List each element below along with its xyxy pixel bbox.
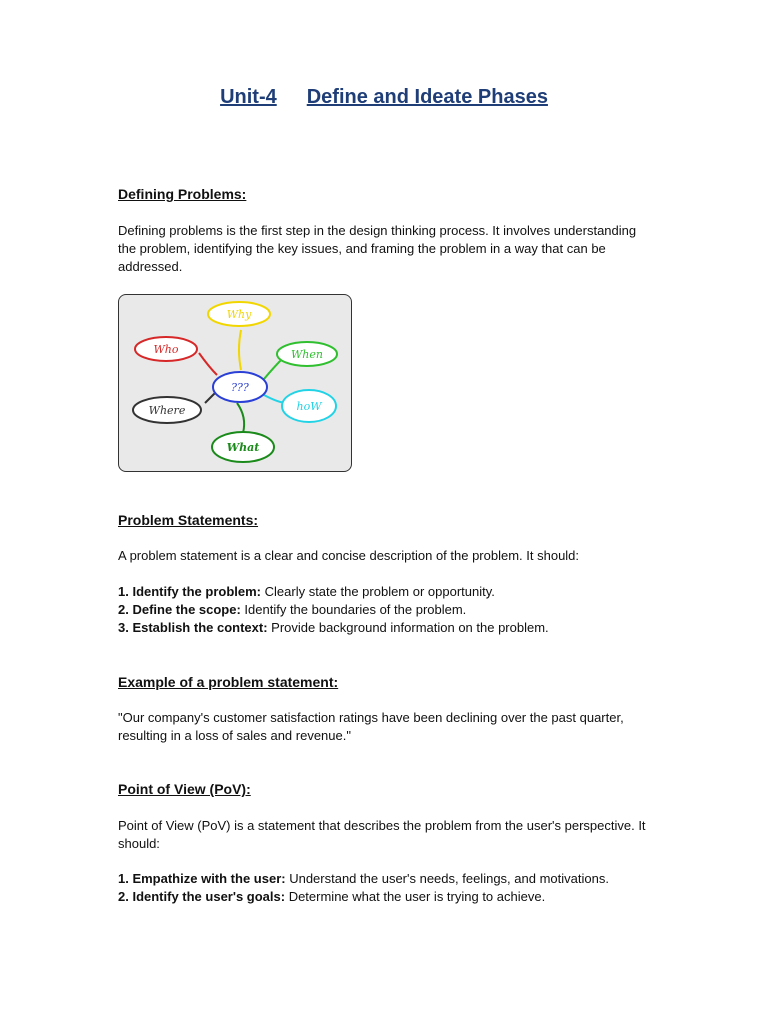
pov-paragraph bbox=[118, 817, 658, 853]
statement-item-1 bbox=[118, 583, 495, 601]
defining-paragraph bbox=[118, 222, 658, 276]
diagram-svg bbox=[119, 295, 353, 473]
where-label: Where bbox=[148, 404, 186, 417]
item-text: Provide background information on the problem. bbox=[267, 620, 549, 635]
pov-item-2 bbox=[118, 888, 545, 906]
when-label: When bbox=[291, 348, 323, 361]
example-line-2: resulting in a loss of sales and revenue." bbox=[118, 728, 351, 743]
connector-why bbox=[239, 330, 241, 370]
statement-item-2 bbox=[118, 601, 466, 619]
item-text: Understand the user's needs, feelings, and motivations. bbox=[285, 871, 609, 886]
unit-number: Unit-4 bbox=[220, 86, 277, 108]
connector-where bbox=[205, 393, 215, 403]
example-line-1: "Our company's customer satisfaction ratings have been declining over the past quarter, bbox=[118, 710, 624, 725]
defining-line-3: addressed. bbox=[118, 259, 183, 274]
connector-who bbox=[199, 353, 217, 375]
defining-heading: Defining Problems: bbox=[118, 186, 247, 202]
pov-heading: Point of View (PoV): bbox=[118, 781, 251, 797]
why-label: Why bbox=[226, 308, 252, 321]
center-label: ??? bbox=[231, 381, 249, 394]
what-label: What bbox=[226, 441, 260, 454]
five-w-diagram bbox=[118, 294, 352, 472]
defining-line-1: Defining problems is the first step in the design thinking process. It involves understanding bbox=[118, 223, 637, 238]
how-label: hoW bbox=[296, 400, 322, 413]
who-label: Who bbox=[153, 343, 179, 356]
item-text: Identify the boundaries of the problem. bbox=[240, 602, 467, 617]
example-paragraph bbox=[118, 709, 658, 745]
statements-intro: A problem statement is a clear and concise description of the problem. It should: bbox=[118, 548, 580, 563]
item-text: Determine what the user is trying to achieve. bbox=[285, 889, 546, 904]
pov-line-1: Point of View (PoV) is a statement that describes the problem from the user's perspective. It bbox=[118, 818, 646, 833]
pov-line-2: should: bbox=[118, 836, 160, 851]
page-title bbox=[0, 86, 768, 109]
item-text: Clearly state the problem or opportunity. bbox=[261, 584, 495, 599]
connector-what bbox=[237, 403, 244, 433]
statements-heading: Problem Statements: bbox=[118, 512, 259, 528]
item-label: 1. Identify the problem: bbox=[118, 584, 262, 599]
item-label: 2. Identify the user's goals: bbox=[118, 889, 286, 904]
defining-line-2: the problem, identifying the key issues, and framing the problem in a way that can be bbox=[118, 241, 606, 256]
item-label: 1. Empathize with the user: bbox=[118, 871, 286, 886]
item-label: 3. Establish the context: bbox=[118, 620, 268, 635]
example-heading: Example of a problem statement: bbox=[118, 674, 339, 690]
statement-item-3 bbox=[118, 619, 549, 637]
pov-item-1 bbox=[118, 870, 609, 888]
item-label: 2. Define the scope: bbox=[118, 602, 241, 617]
unit-name: Define and Ideate Phases bbox=[306, 86, 548, 108]
